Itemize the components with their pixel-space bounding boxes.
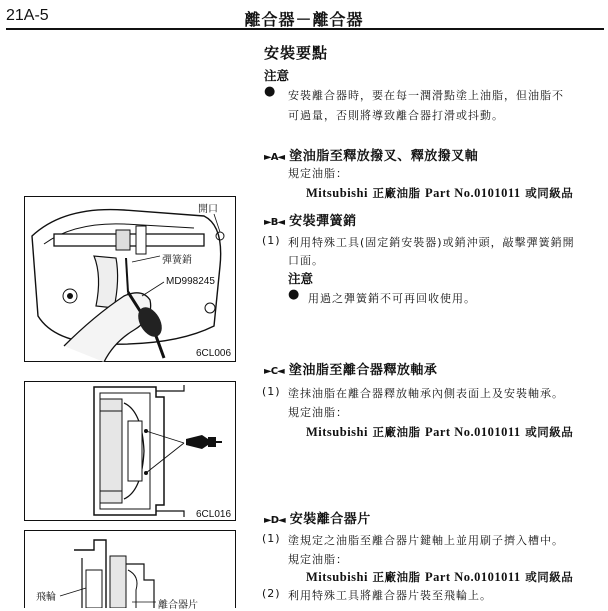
figure-release-bearing <box>24 381 236 521</box>
figure2-code: 6CL016 <box>196 509 232 520</box>
step-c-title: 塗油脂至離合器釋放軸承 <box>288 363 438 378</box>
step-b-title: 安裝彈簧銷 <box>289 214 357 229</box>
figure3-label-clutch-disc: 離合器片 <box>158 600 198 611</box>
bullet-icon: ● <box>288 287 300 302</box>
grease-equivalent: 或同級品 <box>525 425 574 439</box>
step-c-heading <box>264 359 437 378</box>
grease-type: 正廠油脂 <box>372 186 421 200</box>
step-c-item1-text: 塗抹油脂在離合器釋放軸承內側表面上及安裝軸承。 <box>288 387 564 400</box>
step-d-heading <box>264 508 371 527</box>
step-c-spec-line <box>306 424 573 440</box>
step-b-caution-label: 注意 <box>288 271 314 286</box>
page-number: 21A-5 <box>6 7 49 24</box>
grease-part-number: Part No.0101011 <box>425 186 521 200</box>
step-b-item1-line2: 口面。 <box>288 254 324 267</box>
grease-brand: Mitsubishi <box>306 186 368 200</box>
step-b-caution-text: 用過之彈簧銷不可再回收使用。 <box>308 292 476 305</box>
step-b-marker: ►B◄ <box>264 217 285 228</box>
step-d-marker: ►D◄ <box>264 515 285 526</box>
step-d-item2-num: (2) <box>262 587 281 600</box>
grease-part-number: Part No.0101011 <box>425 570 521 584</box>
grease-equivalent: 或同級品 <box>525 570 574 584</box>
step-b-heading <box>264 210 357 229</box>
figure1-label-tool: MD998245 <box>166 276 215 287</box>
caution-label: 注意 <box>264 68 290 83</box>
step-b-item1-line1: 利用特殊工具(固定銷安裝器)或銷沖頭，敲擊彈簧銷開 <box>288 236 575 249</box>
step-a-marker: ►A◄ <box>264 152 285 163</box>
step-c-marker: ►C◄ <box>264 366 284 377</box>
header-rule <box>6 28 604 30</box>
step-c-spec-label: 規定油脂： <box>288 406 348 419</box>
figure1-label-spring-pin: 彈簧銷 <box>162 255 192 266</box>
step-d-item2-text: 利用特殊工具將離合器片裝至飛輪上。 <box>288 589 492 602</box>
grease-brand: Mitsubishi <box>306 425 368 439</box>
step-d-title: 安裝離合器片 <box>289 512 371 527</box>
step-a-spec-line <box>306 185 573 201</box>
page-title: 離合器－離合器 <box>244 10 364 29</box>
caution-text-line2: 可過量，否則將導致離合器打滑或抖動。 <box>288 109 504 122</box>
step-d-item1-num: (1) <box>262 532 281 545</box>
step-d-spec-label: 規定油脂： <box>288 553 348 566</box>
grease-part-number: Part No.0101011 <box>425 425 521 439</box>
grease-type: 正廠油脂 <box>372 425 421 439</box>
step-d-item1-text: 塗規定之油脂至離合器片鍵軸上並用刷子擠入槽中。 <box>288 534 564 547</box>
bullet-icon: ● <box>264 84 276 99</box>
section-heading: 安裝要點 <box>264 44 329 62</box>
step-b-item1-num: (1) <box>262 234 281 247</box>
step-a-spec-label: 規定油脂： <box>288 167 348 180</box>
caution-text-line1: 安裝離合器時，要在每一潤滑點塗上油脂，但油脂不 <box>288 89 564 102</box>
grease-equivalent: 或同級品 <box>525 186 574 200</box>
figure1-code: 6CL006 <box>196 348 232 359</box>
grease-brand: Mitsubishi <box>306 570 368 584</box>
figure1-label-opening: 開口 <box>198 204 218 215</box>
step-d-spec-line <box>306 569 573 585</box>
grease-type: 正廠油脂 <box>372 570 421 584</box>
step-a-title: 塗油脂至釋放撥叉、釋放撥叉軸 <box>289 149 479 164</box>
step-c-item1-num: (1) <box>262 385 281 398</box>
figure3-label-flywheel: 飛輪 <box>36 592 56 603</box>
step-a-heading <box>264 145 478 164</box>
